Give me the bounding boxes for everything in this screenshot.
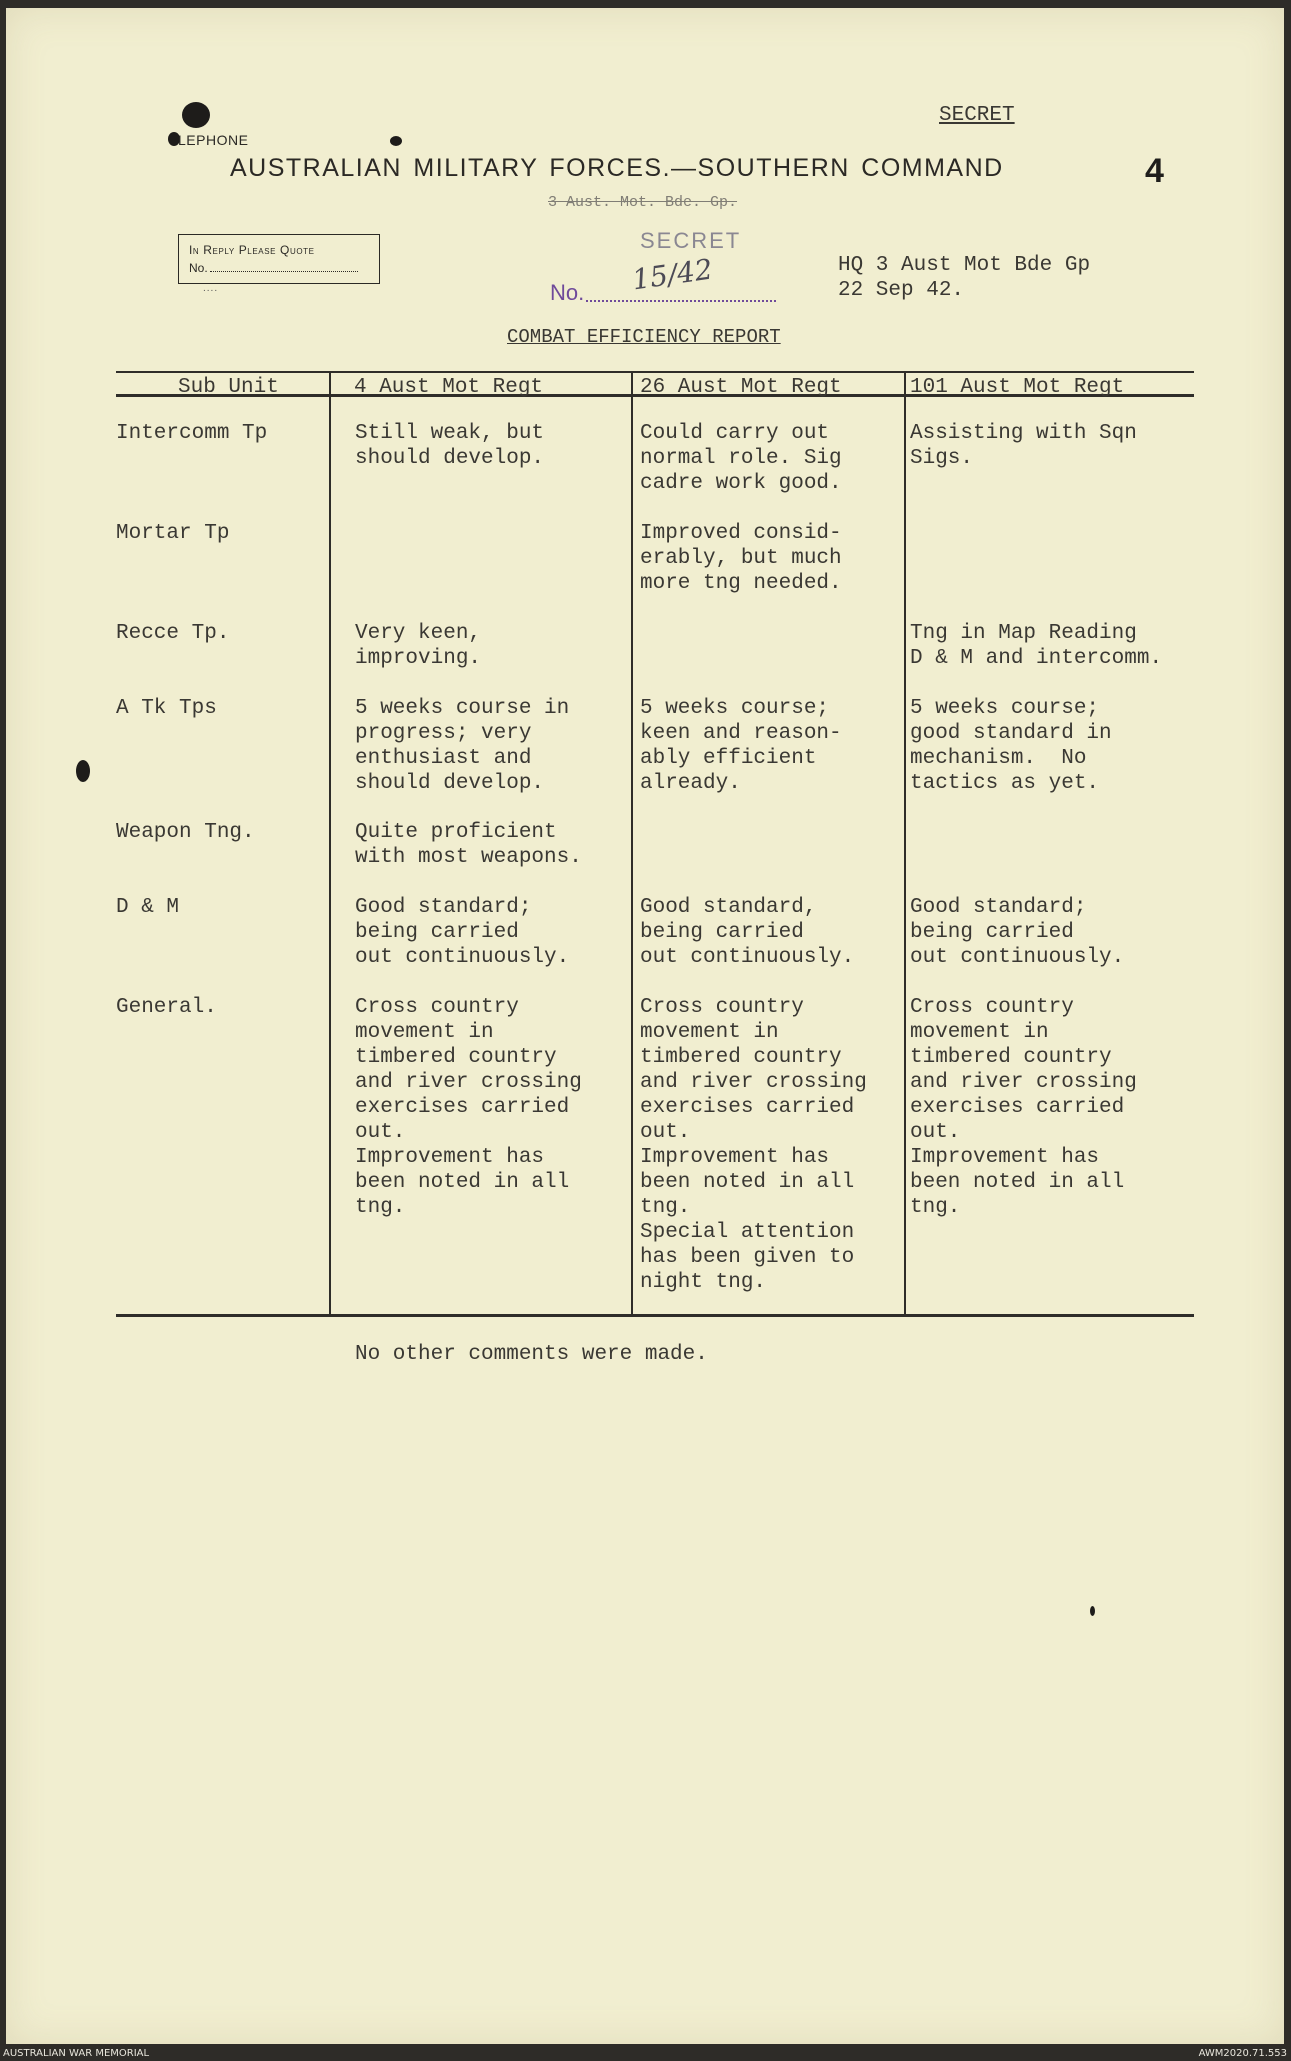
table-cell: Cross country movement in timbered country and river crossing exercises carried out. Improvement has been noted in all tng. — [910, 996, 1137, 1219]
reply-quote-label: In Reply Please Quote — [189, 243, 315, 257]
table-cell: Improved consid- erably, but much more tng needed. — [640, 522, 842, 595]
table-cell: Still weak, but should develop. — [355, 422, 545, 470]
row-unit-general: General. — [116, 996, 217, 1019]
struck-through-text: 3 Aust. Mot. Bde. Gp. — [548, 194, 738, 211]
row-unit-recce: Recce Tp. — [116, 622, 230, 645]
ink-blot — [390, 136, 402, 146]
table-cell: Good standard, being carried out continuously. — [640, 896, 855, 969]
table-cell: 5 weeks course; good standard in mechanism. No tactics as yet. — [910, 697, 1112, 795]
column-divider — [904, 373, 906, 1316]
table-bottom-rule — [116, 1314, 1194, 1317]
footer-credit: AUSTRALIAN WAR MEMORIAL — [3, 2048, 150, 2059]
column-header-4-aust-mot-regt: 4 Aust Mot Regt — [354, 376, 544, 399]
row-unit-intercomm: Intercomm Tp — [116, 422, 268, 445]
column-header-101-aust-mot-regt: 101 Aust Mot Regt — [910, 376, 1125, 399]
reply-quote-box — [178, 234, 380, 284]
table-cell: Tng in Map Reading D & M and intercomm. — [910, 622, 1163, 670]
table-cell: Could carry out normal role. Sig cadre work good. — [640, 422, 842, 495]
table-top-rule — [116, 371, 1194, 373]
table-cell: Good standard; being carried out continuously. — [355, 896, 570, 969]
row-unit-d-and-m: D & M — [116, 896, 180, 919]
column-header-26-aust-mot-regt: 26 Aust Mot Regt — [640, 376, 842, 399]
ink-blot — [182, 102, 210, 128]
table-cell: 5 weeks course; keen and reason- ably efficient already. — [640, 697, 842, 795]
page-title: AUSTRALIAN MILITARY FORCES.—SOUTHERN COMMAND — [230, 154, 1004, 182]
origin-block — [838, 253, 1090, 303]
stamp-dotted-line — [586, 300, 776, 302]
table-cell: Assisting with Sqn Sigs. — [910, 422, 1137, 470]
origin-line: HQ 3 Aust Mot Bde Gp — [838, 254, 1091, 277]
column-divider — [631, 373, 633, 1316]
closing-remark: No other comments were made. — [355, 1343, 708, 1366]
report-title: COMBAT EFFICIENCY REPORT — [507, 326, 781, 348]
reply-dotted-line — [210, 271, 358, 272]
ink-blot — [1090, 1606, 1095, 1616]
table-cell: Quite proficient with most weapons. — [355, 821, 582, 869]
table-cell: Very keen, improving. — [355, 622, 482, 670]
footer-bar — [0, 2047, 1291, 2061]
row-unit-mortar: Mortar Tp — [116, 522, 230, 545]
column-divider — [329, 373, 331, 1316]
stamp-number: 15/42 — [630, 252, 715, 297]
classification-label: SECRET — [939, 104, 1015, 127]
secret-stamp: SECRET — [640, 228, 742, 253]
date-line: 22 Sep 42. — [838, 279, 965, 302]
table-cell: 5 weeks course in progress; very enthusiast and should develop. — [355, 697, 570, 795]
column-header-sub-unit: Sub Unit — [178, 376, 279, 399]
row-unit-anti-tank: A Tk Tps — [116, 697, 217, 720]
ink-blot — [76, 760, 90, 782]
stamp-no-label: No. — [550, 280, 585, 305]
table-cell: Cross country movement in timbered country and river crossing exercises carried out. Improvement has been noted in all tng. — [355, 996, 582, 1219]
reply-quote-number — [189, 261, 369, 275]
telephone-label: LEPHONE — [178, 132, 249, 148]
reply-sub-dots: .... — [203, 283, 219, 294]
footer-accession-number: AWM2020.71.553 — [1198, 2048, 1287, 2059]
page-number: 4 — [1145, 152, 1164, 190]
row-unit-weapon-tng: Weapon Tng. — [116, 821, 255, 844]
reply-no-label: No. — [189, 261, 208, 275]
table-cell: Cross country movement in timbered country and river crossing exercises carried out. Improvement has been noted in all tng. Special attention has been given to night tng. — [640, 996, 867, 1294]
table-cell: Good standard; being carried out continuously. — [910, 896, 1125, 969]
